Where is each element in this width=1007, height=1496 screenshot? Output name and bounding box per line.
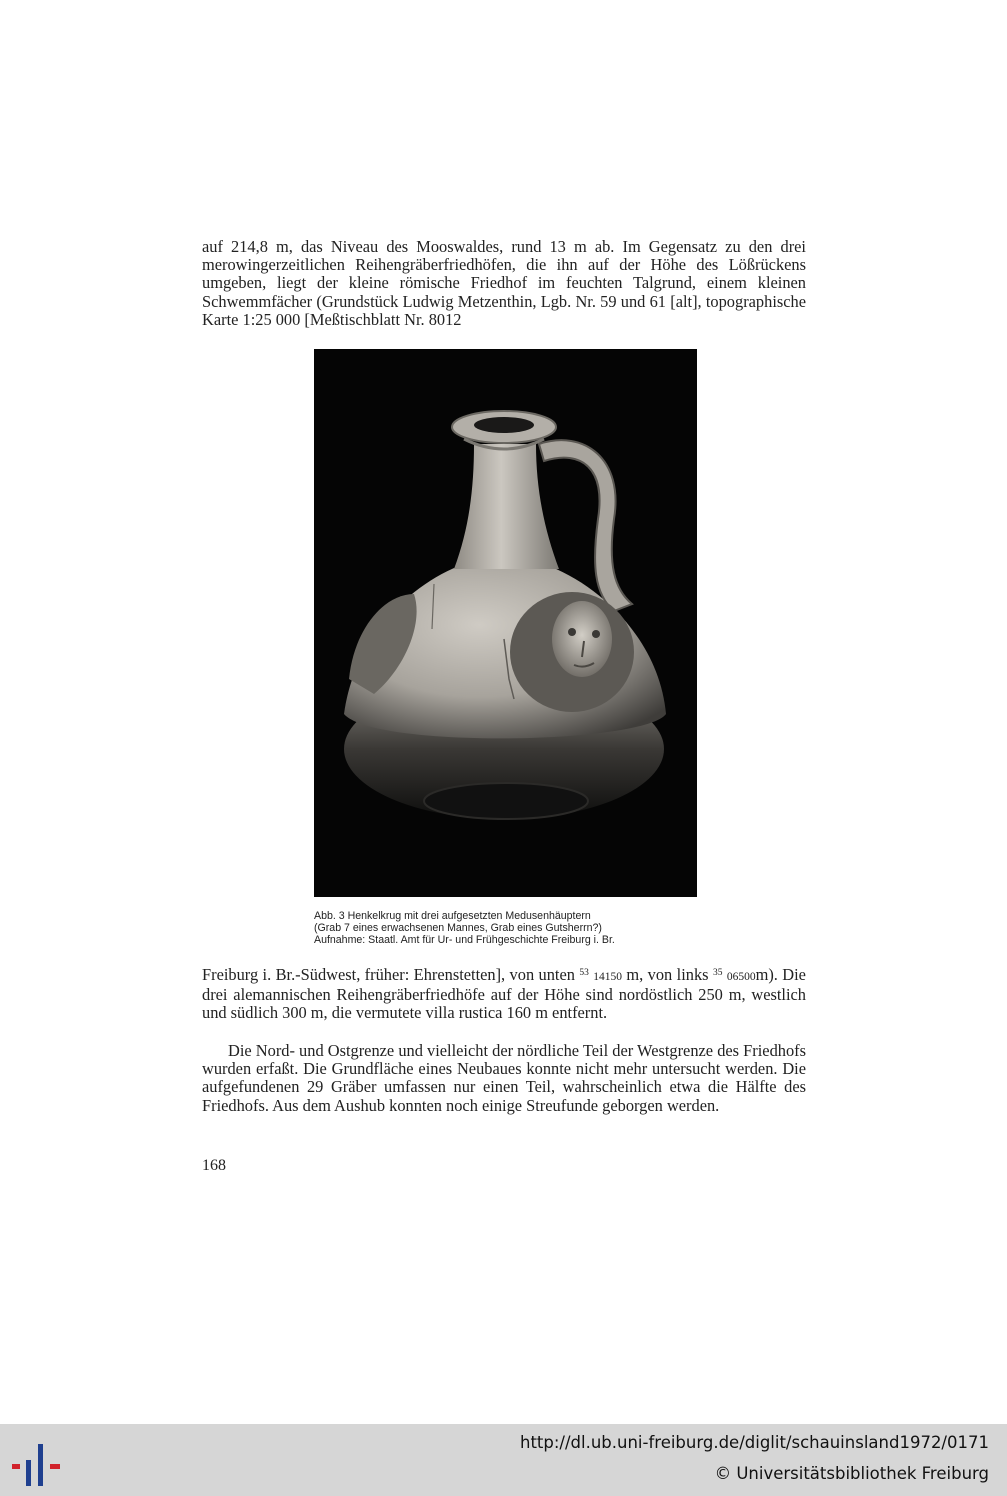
p2-small-number-1: 14150 [593,971,623,983]
p2-superscript-2: 35 [712,968,723,978]
henkelkrug-image [314,349,697,897]
body-paragraph-3: Die Nord- und Ostgrenze und vielleicht der nördliche Teil der Westgrenze des Friedhofs wurden erfaßt. Die Grundfläche eines Neubaues konnte nicht mehr untersucht werden. Die aufgefundenen 29 Gräber umfassen nur einen Teil, wahrscheinlich etwa die Hälfte des Friedhofs. Aus dem Aushub konnten noch einige Streufunde geborgen werden. [202,1041,806,1115]
figure-caption [314,910,697,946]
copyright-notice: © Universitätsbibliothek Freiburg [714,1464,989,1483]
ub-freiburg-logo-icon [12,1434,64,1488]
p2-superscript-1: 53 [579,968,589,978]
body-paragraph-2 [202,964,806,1023]
caption-line-3: Aufnahme: Staatl. Amt für Ur- und Frühgeschichte Freiburg i. Br. [314,934,615,946]
page-number: 168 [202,1157,226,1174]
jug-photograph [314,349,697,897]
caption-line-2: (Grab 7 eines erwachsenen Mannes, Grab eines Gutsherrn?) [314,922,602,934]
p2-small-number-2: 06500 [726,971,756,983]
footer-bar [0,1424,1007,1496]
p2-text-c: m). Die drei alemannischen Reihengräberfriedhöfe auf der Höhe sind nordöstlich 250 m, westlich und südlich 300 m, die vermutete villa rustica 160 m entfernt. [202,965,806,1023]
caption-line-1: Abb. 3 Henkelkrug mit drei aufgesetzten Medusenhäuptern [314,910,591,922]
permalink-url[interactable]: http://dl.ub.uni-freiburg.de/diglit/schauinsland1972/0171 [519,1433,989,1452]
medusa-head-right [510,592,634,712]
p2-text-b: m, von links [626,965,709,984]
body-paragraph-1: auf 214,8 m, das Niveau des Mooswaldes, rund 13 m ab. Im Gegensatz zu den drei merowingerzeitlichen Reihengräberfriedhöfen, die ihn auf der Höhe des Lößrückens umgeben, liegt der kleine römische Friedhof im feuchten Talgrund, einem kleinen Schwemmfächer (Grundstück Ludwig Metzenthin, Lgb. Nr. 59 und 61 [alt], topographische Karte 1:25 000 [Meßtischblatt Nr. 8012 [202,237,806,329]
p2-text-a: Freiburg i. Br.-Südwest, früher: Ehrenstetten], von unten [202,965,575,984]
